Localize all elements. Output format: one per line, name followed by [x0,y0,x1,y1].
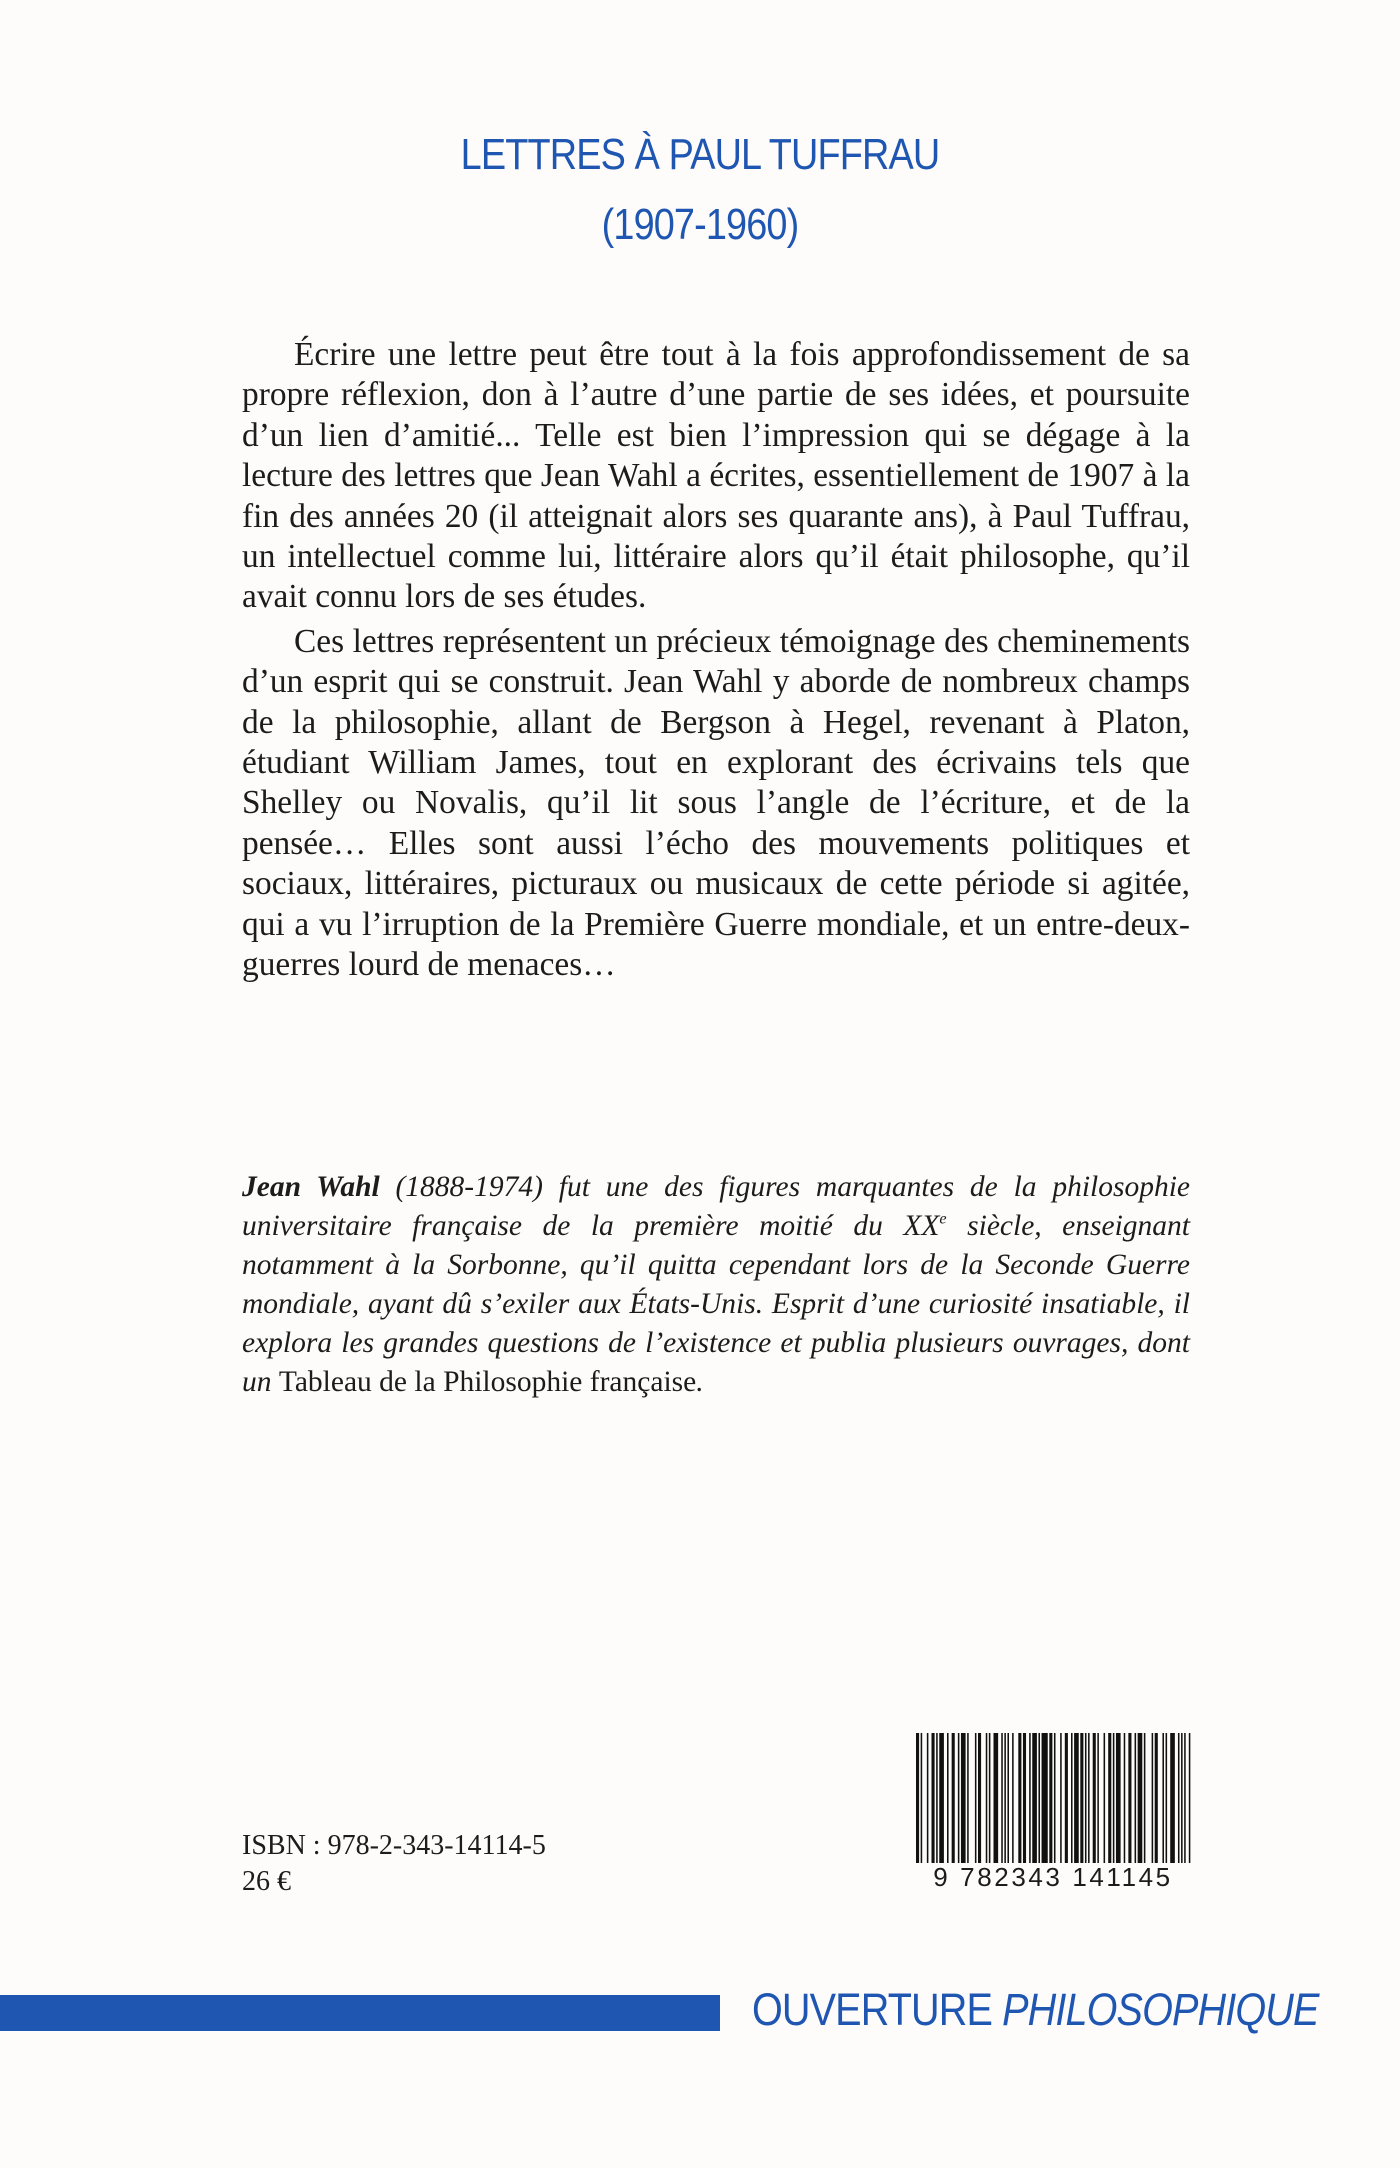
series-name [752,1982,1319,2038]
summary-paragraph-1: Écrire une lettre peut être tout à la fois approfondissement de sa propre réflexion, don à l’autre d’une partie de ses idées, et poursuite d’un lien d’amitié... Telle est bien l’impression qui se dégage à la lecture des lettres que Jean Wahl a écrites, essentiellement de 1907 à la fin des années 20 (il atteignait alors ses quarante ans), à Paul Tuffrau, un intellectuel comme lui, littéraire alors qu’il était philosophe, qu’il avait connu lors de ses études. [242,336,1190,616]
barcode-bar [1097,1733,1099,1873]
series-color-bar [0,1995,720,2031]
price-text: 26 € [242,1866,291,1897]
barcode-bar [1181,1733,1183,1873]
barcode-bar [1038,1733,1040,1873]
bio-end: . [696,1366,704,1398]
bio-text-2: siècle, enseignant notamment à la Sorbonne, qu’il quitta cependant lors de la Seconde Guerre mondiale, ayant dû s’exiler aux États-Unis. Esprit d’une curiosité insatiable, il explora les grandes questions de l’existence et publia plusieurs ouvrages, dont un [242,1210,1190,1398]
barcode-bar [989,1733,991,1873]
barcode-bar [1023,1733,1026,1873]
barcode-bar [947,1733,949,1873]
barcode-bar [1080,1733,1083,1873]
barcode-bar [1074,1733,1079,1873]
barcode-bar [1018,1733,1021,1873]
series-name-part1: OUVERTURE [752,1984,1003,2035]
barcode-bar [1144,1733,1146,1873]
barcode-bar [952,1733,955,1873]
century-superscript: e [939,1209,947,1228]
barcode-bar [1049,1733,1052,1873]
barcode-bar [1184,1733,1186,1873]
barcode-bar [1152,1733,1154,1873]
barcode-bar [1001,1733,1003,1873]
barcode-bar [958,1733,960,1873]
barcode-bar [1135,1733,1137,1873]
barcode-bar [932,1733,935,1873]
author-bio [242,1168,1190,1402]
barcode-bar [1093,1733,1096,1873]
barcode-bar [1007,1733,1009,1873]
barcode-bar [1085,1733,1087,1873]
barcode-bars [914,1733,1192,1873]
barcode-bar [1178,1733,1180,1873]
barcode-bar [967,1733,969,1873]
barcode-bar [1108,1733,1111,1873]
barcode-bar [921,1733,923,1873]
barcode-bar [1170,1733,1175,1873]
barcode-bar [961,1733,966,1873]
barcode-bar [1155,1733,1158,1873]
barcode [914,1733,1192,1892]
book-title [0,120,1400,260]
barcode-digits: 9 782343 141145 [914,1863,1192,1891]
barcode-bar [1071,1733,1073,1873]
barcode-bar [936,1733,938,1873]
barcode-bar [1065,1733,1068,1873]
barcode-bar [1004,1733,1006,1873]
barcode-bar [939,1733,944,1873]
barcode-bar [1054,1733,1056,1873]
barcode-bar [916,1733,919,1873]
barcode-bar [1124,1733,1126,1873]
barcode-bar [1189,1733,1191,1873]
book-title-dates: (1907-1960) [601,200,799,249]
summary-text [242,335,1190,986]
barcode-bar [1104,1733,1106,1873]
barcode-bar [1166,1733,1168,1873]
barcode-bar [1060,1733,1062,1873]
barcode-bar [1032,1733,1037,1873]
barcode-bar [1162,1733,1164,1873]
barcode-bar [1138,1733,1143,1873]
barcode-bar [1128,1733,1131,1873]
barcode-bar [927,1733,929,1873]
barcode-bar [1116,1733,1121,1873]
barcode-bar [1012,1733,1014,1873]
summary-paragraph-2: Ces lettres représentent un précieux témoignage des cheminements d’un esprit qui se construit. Jean Wahl y aborde de nombreux champs de la philosophie, allant de Bergson à Hegel, revenant à Platon, étudiant William James, tout en explorant des écrivains tels que Shelley ou Novalis, qu’il lit sous l’angle de l’écriture, et de la pensée… Elles sont aussi l’écho des mouvements politiques et sociaux, littéraires, picturaux ou musicaux de cette période si agitée, qui a vu l’irruption de la Première Guerre mondiale, et un entre-deux-guerres lourd de menaces… [242,622,1190,984]
bio-text-1: (1888-1974) fut une des figures marquantes de la philosophie universitaire française de la première moitié du XX [242,1171,1190,1242]
barcode-bar [1088,1733,1090,1873]
barcode-bar [994,1733,999,1873]
isbn-text: ISBN : 978-2-343-14114-5 [242,1830,546,1861]
barcode-bar [1029,1733,1031,1873]
barcode-bar [1113,1733,1115,1873]
barcode-bar [975,1733,977,1873]
series-name-part2: PHILOSOPHIQUE [1002,1984,1319,2035]
barcode-bar [978,1733,981,1873]
barcode-bar [986,1733,988,1873]
barcode-bar [1042,1733,1048,1873]
author-name: Jean Wahl [242,1171,380,1203]
isbn-block [242,1828,546,1900]
work-title: Tableau de la Philosophie française [278,1366,697,1398]
book-title-line1: LETTRES À PAUL TUFFRAU [460,130,940,179]
